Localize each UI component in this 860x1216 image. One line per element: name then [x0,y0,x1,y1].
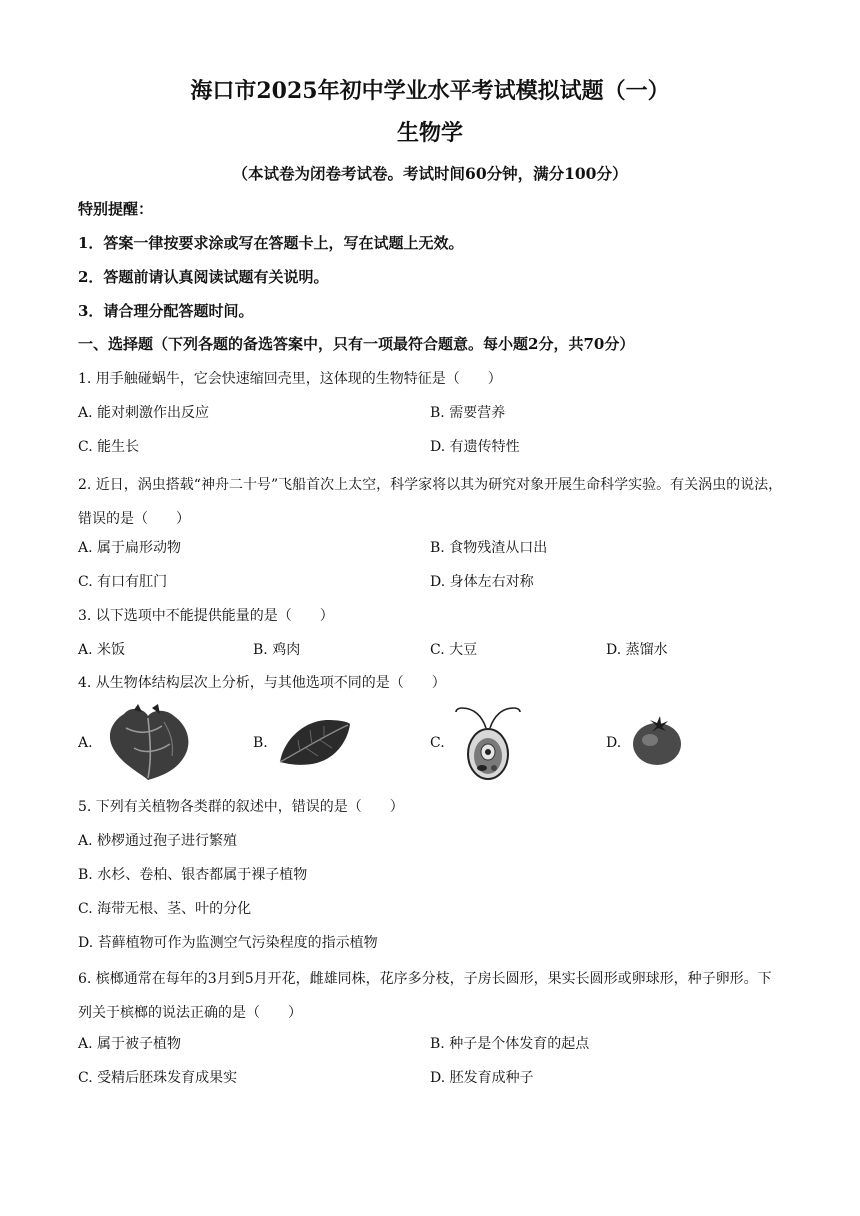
option-c: C. [430,735,445,751]
subject-title: 生物学 [396,120,463,146]
question-stem: 5. 下列有关植物各类群的叙述中，错误的是（ ） [78,799,404,815]
option-a: A. 桫椤通过孢子进行繁殖 [78,833,238,849]
option-d: D. 苔藓植物可作为监测空气污染程度的指示植物 [78,935,378,951]
question-stem: 4. 从生物体结构层次上分析，与其他选项不同的是（ ） [78,675,446,691]
leaf-image [276,716,352,768]
exam-note: （本试卷为闭卷考试卷。考试时间60分钟，满分100分） [232,164,628,183]
option-c: C. 有口有肛门 [78,574,168,590]
option-d: D. 蒸馏水 [606,642,668,658]
reminder-item: 2．答题前请认真阅读试题有关说明。 [78,268,329,286]
option-b: B. 需要营养 [430,405,506,421]
option-d: D. 身体左右对称 [430,574,534,590]
option-b: B. 水杉、卷柏、银杏都属于裸子植物 [78,867,308,883]
option-d: D. [606,735,622,751]
question-stem: 6. 槟榔通常在每年的3月到5月开花，雌雄同株，花序多分枝，子房长圆形，果实长圆形或卵球形，种子卵形。下列关于槟榔的说法正确的是（ ） [78,971,772,1021]
option-a: A. 能对刺激作出反应 [78,405,210,421]
option-a: A. 属于扁形动物 [78,540,182,556]
option-b: B. 食物残渣从口出 [430,540,548,556]
question-stem: 1. 用手触碰蜗牛，它会快速缩回壳里，这体现的生物特征是（ ） [78,371,502,387]
option-c: C. 能生长 [78,439,140,455]
reminder-heading: 特别提醒： [78,200,154,218]
option-a: A. [78,735,93,751]
option-a: A. 属于被子植物 [78,1036,182,1052]
option-c: C. 受精后胚珠发育成果实 [78,1070,238,1086]
option-b: B. [253,735,268,751]
option-d: D. 胚发育成种子 [430,1070,534,1086]
reminder-item: 1．答案一律按要求涂或写在答题卡上，写在试题上无效。 [78,234,464,252]
option-b: B. 种子是个体发育的起点 [430,1036,590,1052]
question-stem: 3. 以下选项中不能提供能量的是（ ） [78,608,334,624]
heart-image [104,704,196,780]
option-d: D. 有遗传特性 [430,439,520,455]
exam-title: 海口市2025年初中学业水平考试模拟试题（一） [190,78,670,104]
option-b: B. 鸡肉 [253,642,301,658]
reminder-item: 3．请合理分配答题时间。 [78,302,254,320]
question-stem: 2. 近日，涡虫搭载“神舟二十号”飞船首次上太空，科学家将以其为研究对象开展生命科学实验。有关涡虫的说法，错误的是（ ） [78,477,783,527]
option-a: A. 米饭 [78,642,126,658]
section-heading: 一、选择题（下列各题的备选答案中，只有一项最符合题意。每小题2分，共70分） [78,335,635,353]
chlamydomonas-image [452,702,524,782]
option-c: C. 海带无根、茎、叶的分化 [78,901,252,917]
option-c: C. 大豆 [430,642,478,658]
tomato-image [630,712,684,768]
